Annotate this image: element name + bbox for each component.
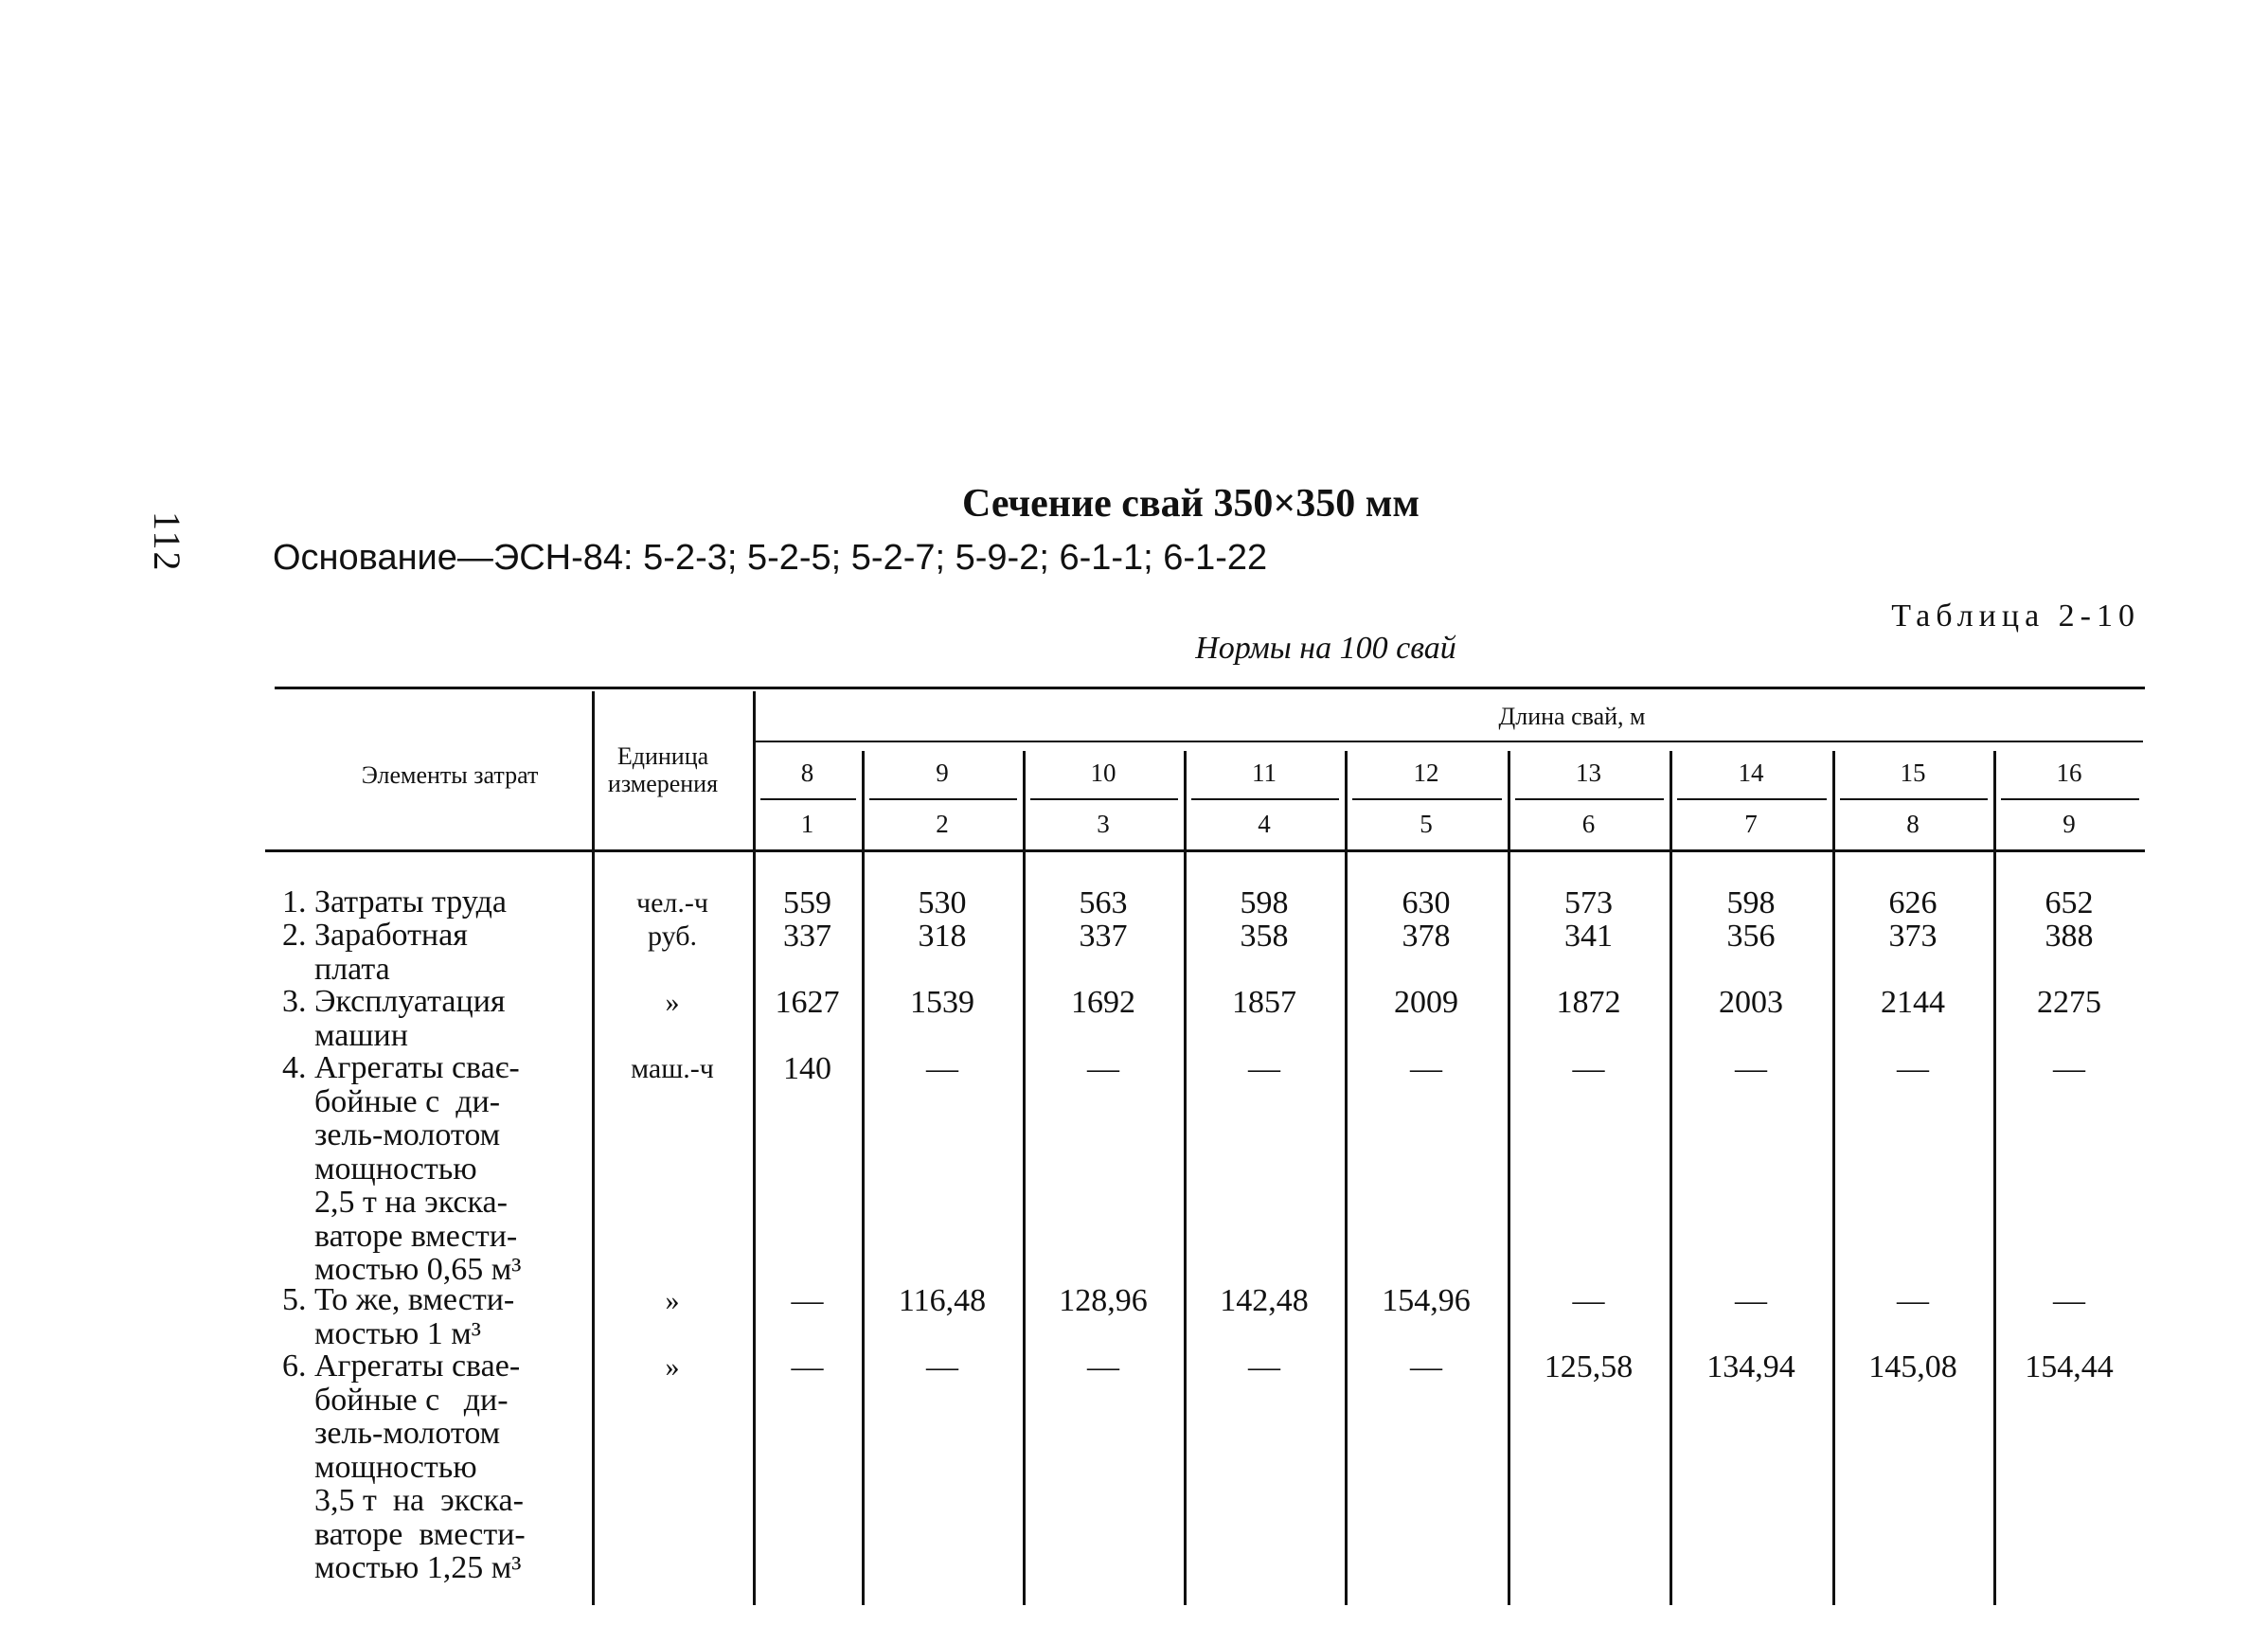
header-bottom-rule: [265, 849, 2145, 852]
row-unit: »: [665, 1351, 680, 1383]
table-cell: 626: [1888, 885, 1938, 920]
table-cell: 134,94: [1706, 1349, 1795, 1384]
length-cell-rule: [1191, 798, 1339, 800]
table-cell: 1872: [1556, 985, 1621, 1020]
table-cell: —: [1572, 1051, 1605, 1086]
table-cell: 337: [783, 919, 831, 954]
column-number: 4: [1258, 810, 1271, 838]
length-cell-rule: [2001, 798, 2139, 800]
column-number: 8: [1906, 810, 1920, 838]
table-cell: 318: [918, 919, 967, 954]
table-cell: —: [1087, 1051, 1119, 1086]
table-cell: 598: [1726, 885, 1776, 920]
page-number: 112: [146, 511, 188, 573]
length-header: Длина свай, м: [1498, 703, 1646, 730]
value-column-divider: [1184, 751, 1187, 1605]
table-cell: —: [1735, 1283, 1767, 1318]
table-cell: 142,48: [1220, 1283, 1309, 1318]
table-cell: 1539: [910, 985, 974, 1020]
table-cell: —: [2053, 1051, 2085, 1086]
table-cell: 154,96: [1382, 1283, 1471, 1318]
elements-header: Элементы затрат: [361, 761, 539, 789]
length-cell-rule: [1352, 798, 1502, 800]
table-top-rule: [275, 687, 2145, 689]
table-cell: —: [791, 1283, 824, 1318]
table-cell: 388: [2045, 919, 2094, 954]
row-label: 2. Заработная плата: [282, 918, 468, 987]
row-label: 4. Агрегаты сває- бойные с ди- зель-молотом мощностью 2,5 т на экска- ваторе вмести- мостью 0,65 м³: [282, 1050, 522, 1287]
norms-table: [265, 687, 2145, 1605]
table-cell: 2003: [1719, 985, 1783, 1020]
value-column-divider: [1345, 751, 1348, 1605]
row-unit: руб.: [648, 920, 697, 952]
elements-column-divider: [592, 691, 595, 1605]
table-cell: —: [1897, 1051, 1929, 1086]
pile-length-label: 11: [1252, 759, 1277, 787]
table-cell: —: [1410, 1349, 1442, 1384]
row-label: 3. Эксплуатация машин: [282, 984, 506, 1053]
table-cell: —: [1087, 1349, 1119, 1384]
pile-length-label: 14: [1738, 759, 1764, 787]
pile-length-label: 13: [1576, 759, 1601, 787]
length-cell-rule: [1677, 798, 1827, 800]
table-cell: 373: [1888, 919, 1938, 954]
table-cell: 154,44: [2025, 1349, 2114, 1384]
table-cell: —: [926, 1349, 958, 1384]
table-cell: 630: [1402, 885, 1451, 920]
pile-length-label: 8: [800, 759, 814, 787]
table-cell: 378: [1402, 919, 1451, 954]
unit-header-line1: Единица: [616, 742, 709, 770]
unit-header-line2: измерения: [607, 770, 719, 797]
table-cell: 337: [1079, 919, 1128, 954]
table-cell: 356: [1726, 919, 1776, 954]
table-cell: 2144: [1881, 985, 1945, 1020]
table-cell: —: [2053, 1283, 2085, 1318]
value-column-divider: [1670, 751, 1672, 1605]
length-cell-rule: [1840, 798, 1988, 800]
row-unit: чел.-ч: [636, 887, 708, 919]
column-number: 1: [800, 810, 814, 838]
table-cell: 530: [918, 885, 967, 920]
column-number: 7: [1744, 810, 1758, 838]
row-label: 5. То же, вмести- мостью 1 м³: [282, 1282, 515, 1351]
table-cell: 125,58: [1544, 1349, 1634, 1384]
table-cell: 563: [1079, 885, 1128, 920]
table-cell: 2275: [2037, 985, 2101, 1020]
table-cell: —: [1572, 1283, 1605, 1318]
table-cell: 1692: [1071, 985, 1135, 1020]
table-cell: 140: [783, 1051, 831, 1086]
length-cell-rule: [1030, 798, 1178, 800]
value-column-divider: [1508, 751, 1510, 1605]
table-cell: —: [1248, 1051, 1280, 1086]
column-number: 5: [1420, 810, 1433, 838]
table-cell: 1627: [775, 985, 840, 1020]
pile-length-label: 9: [936, 759, 949, 787]
table-cell: 652: [2045, 885, 2094, 920]
pile-length-label: 12: [1413, 759, 1439, 787]
row-unit: »: [665, 1285, 680, 1316]
table-cell: 358: [1240, 919, 1289, 954]
row-unit: »: [665, 987, 680, 1018]
value-column-divider: [862, 751, 865, 1605]
table-cell: 598: [1240, 885, 1289, 920]
basis-line: Основание—ЭСН-84: 5-2-3; 5-2-5; 5-2-7; 5-9-2; 6-1-1; 6-1-22: [273, 538, 1268, 578]
column-number: 3: [1097, 810, 1110, 838]
value-column-divider: [1023, 751, 1026, 1605]
table-cell: 341: [1564, 919, 1613, 954]
pile-length-label: 15: [1900, 759, 1926, 787]
column-number: 9: [2063, 810, 2076, 838]
table-cell: 145,08: [1868, 1349, 1957, 1384]
table-cell: 573: [1564, 885, 1613, 920]
table-cell: —: [926, 1051, 958, 1086]
table-cell: —: [1735, 1051, 1767, 1086]
table-cell: —: [1248, 1349, 1280, 1384]
table-cell: —: [1897, 1283, 1929, 1318]
table-cell: 128,96: [1059, 1283, 1148, 1318]
table-cell: 116,48: [898, 1283, 987, 1318]
length-cell-rule: [760, 798, 856, 800]
row-unit: маш.-ч: [631, 1053, 714, 1084]
value-column-divider: [1993, 751, 1996, 1605]
column-number: 2: [936, 810, 949, 838]
table-cell: 559: [783, 885, 831, 920]
value-column-divider: [1832, 751, 1835, 1605]
table-label: Таблица 2-10: [1891, 598, 2140, 634]
section-title: Сечение свай 350×350 мм: [962, 482, 1420, 526]
column-number: 6: [1581, 810, 1596, 838]
table-cell: 1857: [1232, 985, 1296, 1020]
table-cell: 2009: [1394, 985, 1458, 1020]
pile-length-label: 10: [1090, 759, 1116, 787]
table-cell: —: [791, 1349, 824, 1384]
pile-length-label: 16: [2056, 759, 2082, 787]
table-cell: —: [1410, 1051, 1442, 1086]
length-header-rule: [753, 741, 2143, 742]
row-label: 6. Агрегаты сваe- бойные с ди- зель-молотом мощностью 3,5 т на экска- ваторе вмести- мостью 1,25 м³: [282, 1348, 526, 1585]
norms-caption: Нормы на 100 свай: [1195, 631, 1456, 666]
length-cell-rule: [869, 798, 1017, 800]
row-label: 1. Затраты труда: [282, 884, 508, 920]
length-cell-rule: [1515, 798, 1664, 800]
